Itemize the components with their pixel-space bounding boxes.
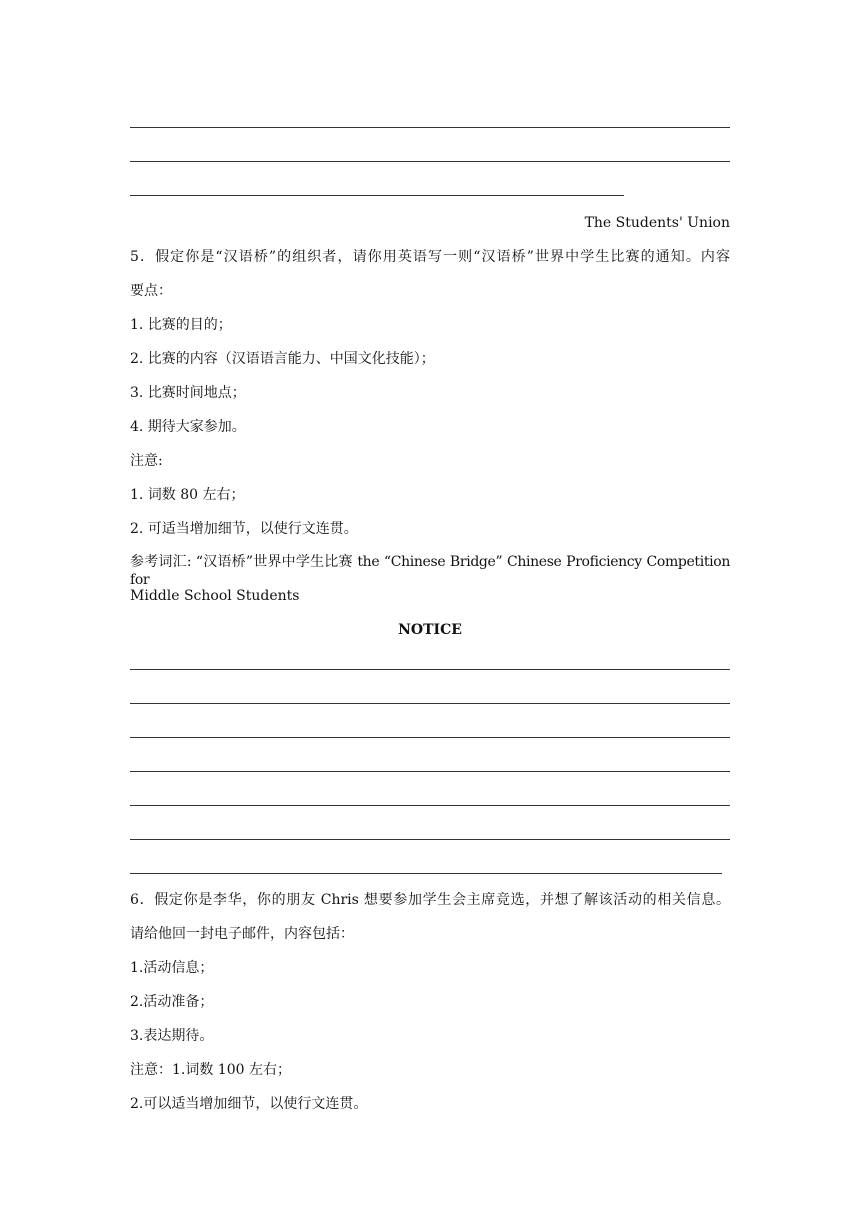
q6-point-2: 2.活动准备； xyxy=(130,994,214,1010)
writing-line xyxy=(130,195,624,196)
notice-heading: NOTICE xyxy=(398,622,462,638)
q5-note-2: 2. 可适当增加细节，以使行文连贯。 xyxy=(130,521,358,537)
answer-line xyxy=(130,669,730,670)
answer-line xyxy=(130,737,730,738)
document-page xyxy=(130,0,730,1216)
writing-line xyxy=(130,161,730,162)
q6-intro-line-2: 请给他回一封电子邮件，内容包括： xyxy=(130,926,354,942)
signature-students-union: The Students' Union xyxy=(584,215,730,231)
q5-note-label: 注意: xyxy=(130,453,163,469)
q5-vocab-line-2: Middle School Students xyxy=(130,588,300,604)
answer-line xyxy=(130,873,722,874)
answer-line xyxy=(130,703,730,704)
q6-note-2: 2.可以适当增加细节，以使行文连贯。 xyxy=(130,1096,368,1112)
q5-intro-line-2: 要点： xyxy=(130,283,172,299)
q6-point-3: 3.表达期待。 xyxy=(130,1028,214,1044)
answer-line xyxy=(130,839,730,840)
writing-line xyxy=(130,127,730,128)
answer-line xyxy=(130,771,730,772)
q6-point-1: 1.活动信息； xyxy=(130,960,214,976)
q5-point-2: 2. 比赛的内容（汉语语言能力、中国文化技能）； xyxy=(130,351,435,367)
q5-point-3: 3. 比赛时间地点； xyxy=(130,385,246,401)
q5-point-4: 4. 期待大家参加。 xyxy=(130,419,246,435)
q5-point-1: 1. 比赛的目的； xyxy=(130,317,232,333)
q5-intro-line-1: 5．假定你是“汉语桥”的组织者，请你用英语写一则“汉语桥”世界中学生比赛的通知。内容 xyxy=(130,249,730,265)
q6-note-1: 注意：1.词数 100 左右； xyxy=(130,1062,291,1078)
q5-vocab-line-1: 参考词汇: “汉语桥”世界中学生比赛 the “Chinese Bridge” Chinese Proficiency Competition for xyxy=(130,554,730,588)
q5-note-1: 1. 词数 80 左右； xyxy=(130,487,245,503)
q6-intro-line-1: 6．假定你是李华，你的朋友 Chris 想要参加学生会主席竞选，并想了解该活动的相关信息。 xyxy=(130,892,730,908)
answer-line xyxy=(130,805,730,806)
